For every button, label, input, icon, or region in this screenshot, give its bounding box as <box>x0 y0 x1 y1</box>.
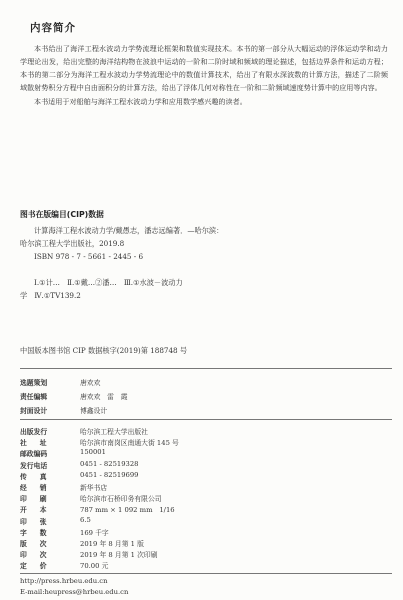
pub-label: 开本 <box>20 506 60 515</box>
staff-value: 唐欢欢 <box>80 379 101 387</box>
staff-label: 责任编辑 <box>20 393 48 401</box>
pub-value: 150001 <box>80 448 106 457</box>
pub-value: 哈尔滨市南岗区南通大街 145 号 <box>80 439 179 448</box>
pub-label: 定价 <box>20 562 60 571</box>
intro-body <box>20 42 388 109</box>
pub-value: 787 mm × 1 092 mm 1/16 <box>80 506 175 515</box>
cip-line-5: 学 Ⅳ.①TV139.2 <box>20 291 81 300</box>
cip-title: 图书在版编目(CIP)数据 <box>20 210 104 219</box>
pub-value: 0451 - 82519328 <box>80 459 139 468</box>
publisher-url[interactable]: http://press.hrbeu.edu.cn <box>20 576 108 585</box>
intro-paragraph-2: 本书适用于对船舶与海洋工程水波动力学和应用数学感兴趣的读者。 <box>34 97 247 106</box>
divider-middle <box>20 419 392 420</box>
cip-isbn: ISBN 978 - 7 - 5661 - 2445 - 6 <box>34 252 144 261</box>
pub-label: 印张 <box>20 517 60 526</box>
pub-value: 2019 年 8 月第 1 次印刷 <box>80 551 158 560</box>
pub-label: 传真 <box>20 472 60 481</box>
staff-label: 封面设计 <box>20 407 48 415</box>
cip-line-1: 计算海洋工程水波动力学/戴愚志，潘志远编著．—哈尔滨： <box>34 226 224 235</box>
pub-label: 邮政编码 <box>20 450 48 459</box>
pub-value: 2019 年 8 月第 1 版 <box>80 540 144 548</box>
staff-value: 博鑫设计 <box>80 407 108 415</box>
pub-label: 印次 <box>20 551 60 560</box>
pub-value: 0451 - 82519699 <box>80 470 139 479</box>
pub-value: 6.5 <box>80 515 91 524</box>
cip-line-2: 哈尔滨工程大学出版社，2019.8 <box>20 239 125 248</box>
pub-label: 出版发行 <box>20 428 48 436</box>
staff-label: 选题策划 <box>20 379 48 387</box>
pub-value: 70.00 元 <box>80 562 109 571</box>
divider-bottom <box>20 573 392 574</box>
divider-top <box>20 368 392 369</box>
pub-label: 印刷 <box>20 495 60 504</box>
pub-label: 版次 <box>20 540 60 548</box>
pub-value: 169 千字 <box>80 528 109 537</box>
pub-label: 发行电话 <box>20 461 48 470</box>
intro-title: 内容简介 <box>30 22 76 34</box>
cip-data-number: 中国版本图书馆 CIP 数据核字(2019)第 188748 号 <box>20 346 188 355</box>
publisher-email[interactable]: E-mail:heupress@hrbeu.edu.cn <box>20 587 129 596</box>
intro-paragraph-1: 本书给出了海洋工程水波动力学势流理论框架和数值实现技术。本书的第一部分从大幅运动的浮体运动学和动力学理论出发，给出完整的海洋结构物在波浪中运动的一阶和二阶时域和频域的理论描述，包括边界条件和运动方程；本书的第二部分为海洋工程水波动力学势流理论中的数值计算技术，给出了有限水深波数的计算方法，描述了二阶频域散射势积分方程中自由面积分的计算方法，给出了浮体几何对称性在一阶和二阶频域速度势计算中的应用等内容。 <box>20 44 388 92</box>
pub-label: 社址 <box>20 439 60 448</box>
cip-line-4: Ⅰ.①计… Ⅱ.①戴…②潘… Ⅲ.①水波－波动力 <box>34 278 183 287</box>
pub-label: 字数 <box>20 528 60 537</box>
pub-value: 哈尔滨工程大学出版社 <box>80 428 148 436</box>
staff-value: 唐欢欢 雷 霞 <box>80 393 128 401</box>
pub-label: 经销 <box>20 484 60 492</box>
pub-value: 新华书店 <box>80 484 108 492</box>
pub-value: 哈尔滨市石桥印务有限公司 <box>80 495 162 504</box>
